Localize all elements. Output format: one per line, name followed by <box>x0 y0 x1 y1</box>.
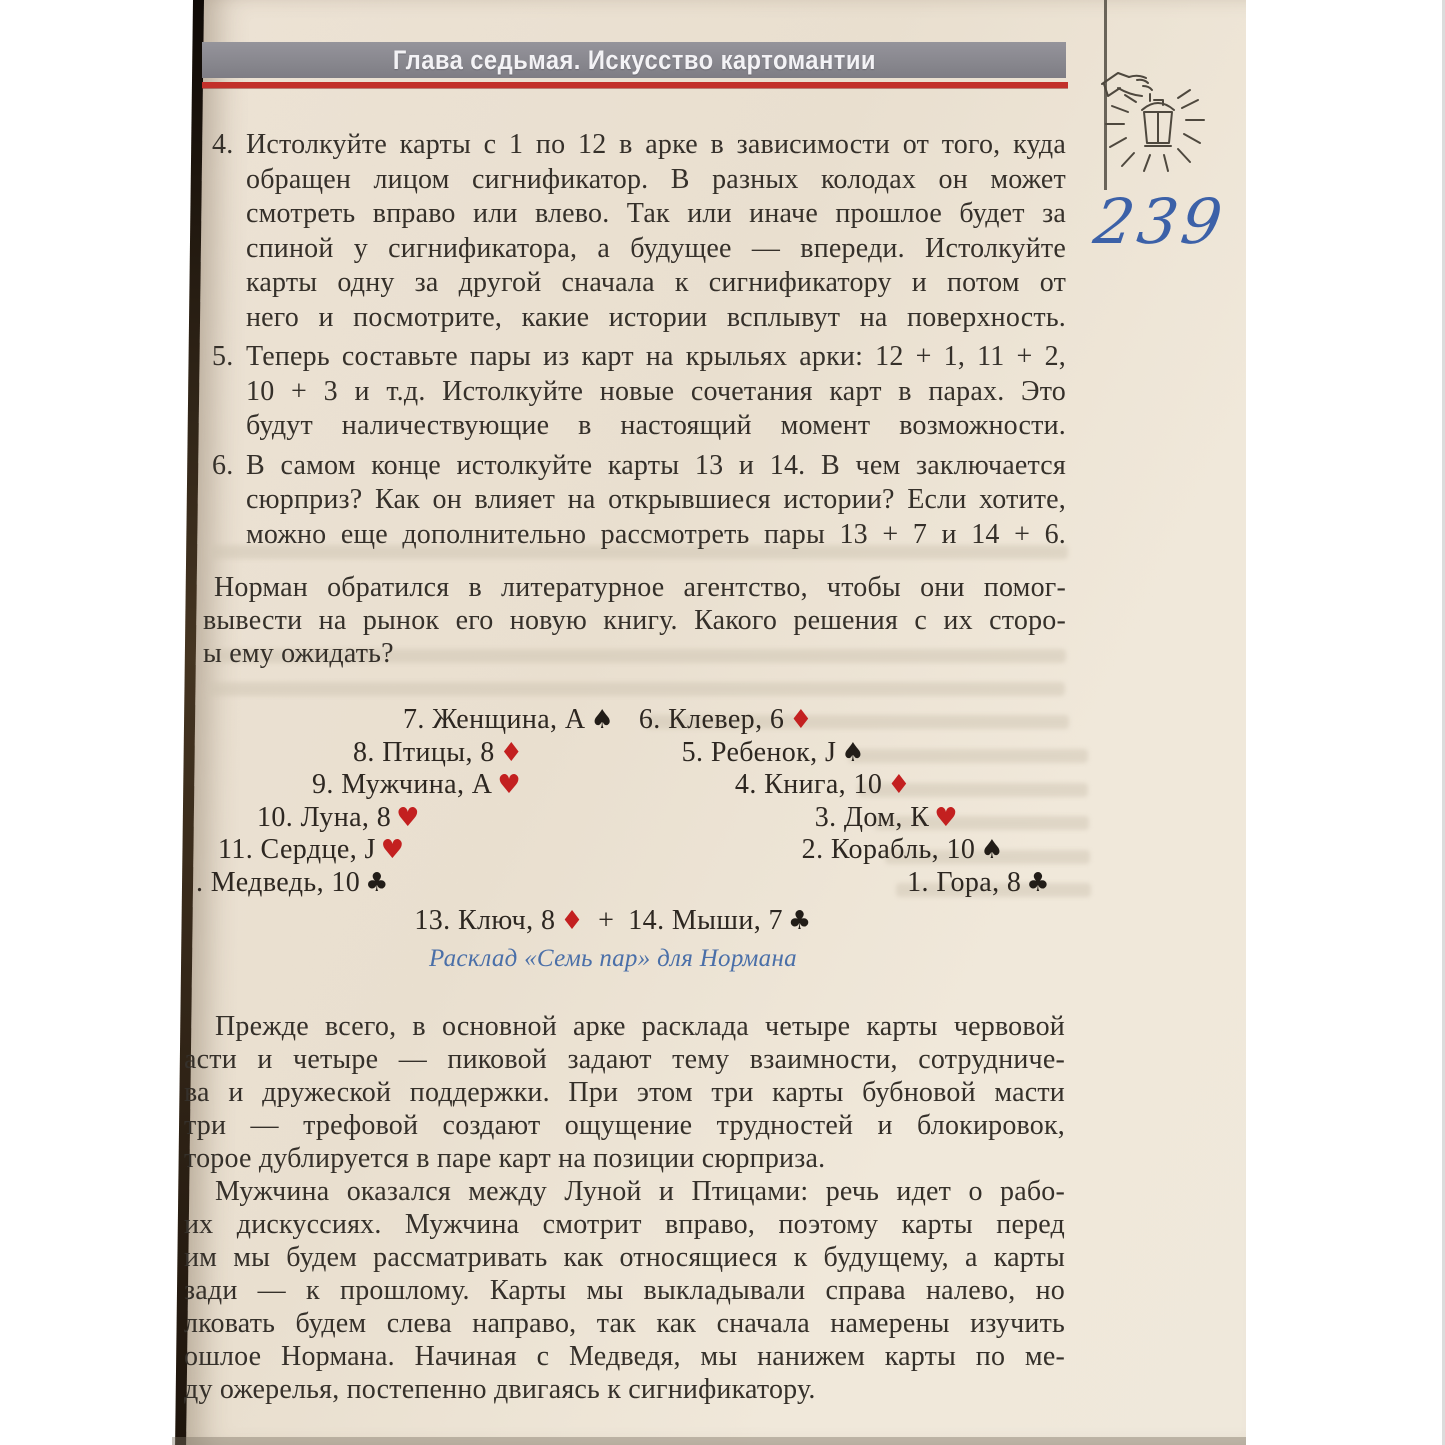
text-line: ошлое Нормана. Начиная с Медведя, мы нанижем карты по ме- <box>184 1341 1065 1372</box>
photo-white-margin <box>1246 0 1445 1445</box>
text-line <box>212 449 1066 484</box>
card-row <box>160 834 1066 867</box>
text-line: Прежде всего, в основной арке расклада четыре карты червовой <box>215 1011 1065 1042</box>
card-entry <box>403 704 614 737</box>
text-line: вывести на рынок его новую книгу. Какого решения с их сторо- <box>203 605 1066 636</box>
text-line: ва и дружеской поддержки. При этом три карты бубновой масти <box>184 1077 1065 1108</box>
text-line: ду ожерелья, постепенно двигаясь к сигнификатору. <box>184 1374 816 1405</box>
text-line: лковать будем слева направо, так как сначала намерены изучить <box>184 1308 1065 1339</box>
text-line: будут наличествующие в настоящий момент возможности. <box>246 410 1066 441</box>
suit-icon-spade: ♠ <box>980 835 1004 866</box>
card-entry <box>639 704 813 737</box>
text-line: можно еще дополнительно рассмотреть пары 13 + 7 и 14 + 6. <box>246 518 1066 550</box>
card-label: 7. Женщина, А <box>403 704 586 735</box>
item-text: Теперь составьте пары из карт на крыльях арки: 12 + 1, 11 + 2, <box>246 341 1066 372</box>
card-label: 3. Дом, К <box>814 801 930 833</box>
list-item <box>212 340 1066 444</box>
text-line: зади — к прошлому. Карты мы выкладывали справа налево, но <box>184 1275 1065 1306</box>
page-bottom-edge-shadow <box>172 1437 1246 1445</box>
card-row <box>160 802 1066 835</box>
card-label: 10. Луна, 8 <box>257 801 392 833</box>
text-line: карты одну за другой сначала к сигнификатору и потом от <box>246 267 1066 298</box>
card-label: 6. Клевер, 6 <box>638 704 785 735</box>
text-line: три — трефовой создают ощущение трудностей и блокировок, <box>184 1110 1065 1141</box>
card-entry <box>682 737 865 770</box>
text-line: торое дублируется в паре карт на позиции сюрприза. <box>184 1143 826 1174</box>
text-line: им мы будем рассматривать как относящиеся к будущему, а карты <box>184 1242 1065 1273</box>
suit-icon-heart: ♥ <box>497 770 522 801</box>
card-entry <box>815 802 958 835</box>
text-line <box>212 340 1066 375</box>
card-entry <box>312 769 521 802</box>
paragraph-norman <box>203 571 1066 670</box>
suit-icon-club: ♣ <box>787 906 812 936</box>
list-item <box>212 128 1066 335</box>
card-label: 5. Ребенок, J <box>681 736 837 768</box>
card-entry <box>218 834 405 867</box>
suit-icon-diamond: ♦ <box>499 737 524 768</box>
suit-icon-heart: ♥ <box>396 802 420 833</box>
surprise-pair-line <box>160 905 1066 937</box>
text-line: асти и четыре — пиковой задают тему взаимности, сотрудниче- <box>184 1044 1065 1075</box>
list-item <box>212 449 1066 553</box>
card-entry <box>628 905 811 936</box>
item-text: В самом конце истолкуйте карты 13 и 14. В чем заключается <box>246 449 1066 481</box>
card-row <box>160 769 1066 802</box>
suit-icon-heart: ♥ <box>380 835 405 866</box>
card-label: 4. Книга, 10 <box>734 769 883 801</box>
card-entry <box>414 905 584 936</box>
chapter-title: Глава седьмая. Искусство картомантии <box>392 45 876 75</box>
item-number: 4. <box>212 129 234 160</box>
text-line: Норман обратился в литературное агентство, чтобы они помог- <box>214 572 1066 603</box>
card-entry <box>802 834 1004 867</box>
text-line: их дискуссиях. Мужчина смотрит вправо, поэтому карты перед <box>184 1209 1065 1240</box>
card-entry <box>196 867 389 900</box>
page-number: 239 <box>1089 185 1231 258</box>
card-label: 8. Птицы, 8 <box>353 736 495 768</box>
plus-sign: + <box>598 905 615 936</box>
text-line: Мужчина оказался между Луной и Птицами: речь идет о рабо- <box>215 1176 1065 1207</box>
item-text: Истолкуйте карты с 1 по 12 в арке в зависимости от того, куда <box>246 129 1066 160</box>
suit-icon-club: ♣ <box>365 867 389 898</box>
chapter-header-bar <box>202 42 1066 78</box>
suit-icon-heart: ♥ <box>934 802 958 833</box>
item-number: 6. <box>212 449 234 481</box>
card-entry <box>735 769 911 802</box>
text-line: него и посмотрите, какие истории всплывут на поверхность. <box>246 301 1066 333</box>
suit-icon-diamond: ♦ <box>887 770 911 801</box>
card-row <box>160 867 1066 900</box>
card-label: . Медведь, 10 <box>196 866 361 898</box>
showthrough-line <box>207 682 1065 696</box>
suit-icon-spade: ♠ <box>590 705 615 735</box>
hand-lantern-icon <box>1098 50 1218 180</box>
text-line: спиной у сигнификатора, а будущее — впереди. Истолкуйте <box>246 232 1066 264</box>
text-line: сюрприз? Как он влияет на открывшиеся истории? Если хотите, <box>246 484 1066 515</box>
card-label: 2. Корабль, 10 <box>801 834 976 866</box>
text-line: обращен лицом сигнификатор. В разных колодах он может <box>246 163 1066 195</box>
card-label: 11. Сердце, J <box>218 834 376 866</box>
text-line: ы ему ожидать? <box>203 638 394 669</box>
header-red-rule <box>202 82 1068 88</box>
suit-icon-diamond: ♦ <box>560 906 585 936</box>
card-row <box>160 737 1066 770</box>
card-label: 13. Ключ, 8 <box>414 905 556 936</box>
suit-icon-club: ♣ <box>1026 867 1050 898</box>
item-number: 5. <box>212 341 234 372</box>
text-line <box>212 128 1066 163</box>
spread-caption: Расклад «Семь пар» для Нормана <box>429 945 797 972</box>
paragraph-analysis <box>184 1010 1065 1406</box>
instructions-list <box>212 128 1066 557</box>
card-spread-arch <box>160 704 1066 900</box>
card-label: 14. Мыши, 7 <box>628 905 783 936</box>
card-label: 1. Гора, 8 <box>907 866 1022 898</box>
card-entry <box>907 867 1050 900</box>
card-label: 9. Мужчина, А <box>312 769 493 801</box>
text-line: смотреть вправо или влево. Так или иначе прошлое будет за <box>246 198 1066 229</box>
card-row <box>160 704 1066 737</box>
card-entry <box>353 737 523 770</box>
suit-icon-spade: ♠ <box>841 737 865 768</box>
text-line: 10 + 3 и т.д. Истолкуйте новые сочетания карт в парах. Это <box>246 375 1066 407</box>
suit-icon-diamond: ♦ <box>789 705 813 735</box>
card-entry <box>257 802 420 835</box>
